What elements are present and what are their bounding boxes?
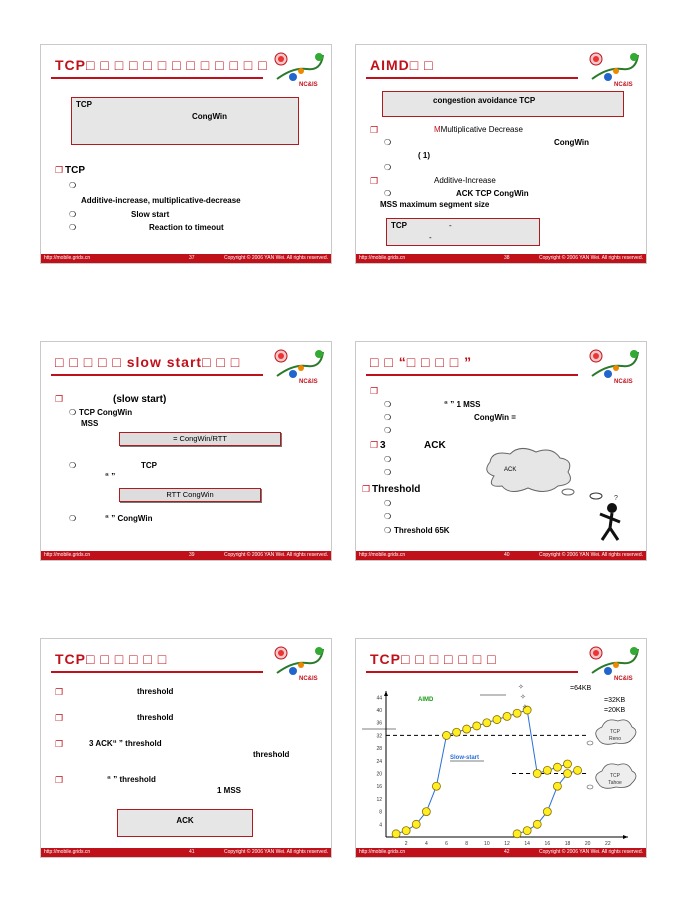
x-tick-label: 8 [465, 841, 469, 847]
rtt-box: RTT CongWin [119, 488, 261, 502]
data-point [543, 766, 551, 774]
cloud-label: TCP [610, 729, 620, 735]
y-tick-label: 8 [379, 809, 382, 816]
cw-line: CongWin = [474, 413, 516, 422]
ack-box-label: ACK [176, 816, 194, 825]
data-point [473, 722, 481, 730]
title-rule [51, 374, 263, 376]
y-tick-label: 36 [376, 720, 382, 727]
circle-bullet: ❍ [69, 210, 77, 219]
data-point [432, 782, 440, 790]
circle-bullet: ❍ [69, 408, 77, 417]
aimd-label: AIMD [418, 697, 434, 703]
ncis-logo-icon [273, 49, 325, 89]
bullet-square: ❐ [55, 775, 64, 785]
footer-copyright: Copyright © 2006 YAN Wei. All rights reserved. [538, 849, 643, 855]
data-point [523, 827, 531, 835]
footer-copyright: Copyright © 2006 YAN Wei. All rights reserved. [538, 255, 643, 261]
slide-footer [41, 254, 331, 263]
mss: MSS [81, 419, 99, 428]
slow-start: Slow start [131, 210, 170, 219]
x-tick-label: 18 [564, 841, 571, 847]
bullet-square: ❐ [370, 176, 379, 186]
data-point [553, 782, 561, 790]
l4b: 1 MSS [217, 786, 242, 795]
cloud-ack: ACK [504, 467, 517, 473]
ncis-logo-icon [588, 346, 640, 386]
footer-url: http://mobile.grids.cn [359, 255, 406, 261]
svg-text:NC&IS: NC&IS [614, 676, 633, 682]
svg-text:NC&IS: NC&IS [299, 82, 318, 88]
x-tick-label: 10 [484, 841, 490, 847]
title-rule [366, 374, 578, 376]
x-tick-label: 12 [504, 841, 510, 847]
data-point [412, 820, 420, 828]
cloud-icon [480, 446, 580, 498]
slide-title: TCP□ □ □ □ □ □ □ □ □ □ □ □ □ [55, 57, 268, 73]
footer-url: http://mobile.grids.cn [44, 849, 91, 855]
l3a: 3 ACK“ ” threshold [89, 739, 162, 748]
svg-text:?: ? [614, 495, 618, 502]
circle-bullet: ❍ [69, 223, 77, 232]
data-point [513, 709, 521, 717]
ncis-logo-icon [273, 346, 325, 386]
cloud-bubble [587, 741, 593, 745]
circle-bullet: ❍ [384, 526, 392, 535]
title-rule [51, 671, 263, 673]
title-rule [366, 77, 578, 79]
slide-number: 37 [189, 255, 195, 261]
data-point [453, 728, 461, 736]
circle-bullet: ❍ [384, 512, 392, 521]
ncis-logo-icon [588, 49, 640, 89]
y-tick-label: 16 [376, 784, 382, 791]
x-tick-label: 16 [544, 841, 551, 847]
x-tick-label: 22 [605, 841, 611, 847]
footer-url: http://mobile.grids.cn [44, 255, 91, 261]
y-tick-label: 12 [376, 796, 382, 803]
reaction: Reaction to timeout [149, 223, 224, 232]
bullet-square: ❐ [55, 394, 64, 404]
threshold: Threshold [372, 484, 421, 495]
data-point [422, 808, 430, 816]
slide-title: TCP□ □ □ □ □ □ [55, 651, 168, 667]
series-line [517, 770, 578, 833]
slide-number: 41 [189, 849, 195, 855]
aimd-line: Additive-increase, multiplicative-decrease [81, 196, 241, 205]
x-axis-arrow [623, 835, 628, 839]
bullet-tcp: TCP [65, 165, 85, 176]
footer-url: http://mobile.grids.cn [359, 849, 406, 855]
congwin: CongWin [554, 138, 590, 147]
slide-title: TCP□ □ □ □ □ □ □ [370, 651, 497, 667]
data-point [503, 712, 511, 720]
circle-bullet: ❍ [384, 455, 392, 464]
slide-title: □ □ □ □ □ slow start□ □ □ [55, 354, 241, 370]
tcp2: TCP [141, 461, 157, 470]
data-point [553, 763, 561, 771]
y-tick-label: 24 [376, 758, 382, 765]
slide-footer [356, 848, 646, 857]
circle-bullet: ❍ [384, 400, 392, 409]
sparkle-icon: ✧ [520, 693, 526, 701]
ncis-logo-icon [588, 643, 640, 683]
x-tick-label: 4 [424, 841, 428, 847]
intro-box [382, 91, 624, 117]
data-point [564, 760, 572, 768]
slide-footer [41, 848, 331, 857]
intro-box [71, 97, 299, 145]
bullet-square: ❐ [370, 386, 379, 396]
svg-text:NC&IS: NC&IS [299, 379, 318, 385]
bullet-square: ❐ [55, 687, 64, 697]
mss-line: MSS maximum segment size [380, 200, 490, 209]
box2-tcp: TCP [391, 221, 407, 230]
cloud-label: TCP [610, 773, 620, 779]
data-point [493, 716, 501, 724]
y-tick-label: 4 [379, 822, 382, 829]
data-point [402, 827, 410, 835]
cloud-bubble [587, 785, 593, 789]
cloud-label: Reno [609, 736, 621, 742]
bullet-square: ❐ [362, 484, 371, 494]
th-line: Threshold 65K [394, 526, 450, 535]
y-tick-label: 20 [376, 771, 382, 778]
slow-start-label: Slow-start [450, 755, 480, 761]
slide-42 [355, 638, 647, 858]
x-tick-label: 2 [404, 841, 408, 847]
ai-line: Additive-Increase [434, 176, 496, 185]
slide-37 [40, 44, 332, 264]
slide-title: AIMD□ □ [370, 57, 434, 73]
thinking-figure-icon [588, 490, 628, 544]
q-line: “ ” 1 MSS [444, 400, 481, 409]
footer-copyright: Copyright © 2006 YAN Wei. All rights reserved. [223, 552, 328, 558]
cloud-label: Tahoe [608, 780, 622, 786]
bullet-square: ❐ [370, 125, 379, 135]
y-tick-label: 44 [376, 695, 382, 702]
box2-dash2: - [429, 233, 432, 242]
quote1: “ ” [105, 472, 116, 481]
sparkle-icon: ✧ [518, 683, 524, 691]
kb64: =64KB [570, 685, 592, 692]
ack-line: ACK TCP CongWin [456, 189, 529, 198]
data-point [543, 808, 551, 816]
circle-bullet: ❍ [384, 138, 392, 147]
quote2: “ ” CongWin [105, 514, 153, 523]
circle-bullet: ❍ [384, 426, 392, 435]
bullet-square: ❐ [55, 739, 64, 749]
data-point [564, 770, 572, 778]
slide-footer [41, 551, 331, 560]
svg-text:NC&IS: NC&IS [614, 82, 633, 88]
kb32: =32KB [604, 697, 626, 704]
slide-number: 39 [189, 552, 195, 558]
title-rule [51, 77, 263, 79]
circle-bullet: ❍ [384, 163, 392, 172]
box-tcp: TCP [76, 100, 92, 109]
y-tick-label: 28 [376, 746, 382, 753]
bullet-square: ❐ [370, 440, 379, 450]
data-point [513, 830, 521, 838]
y-tick-label: 40 [376, 708, 382, 715]
bottom-box [386, 218, 540, 246]
footer-copyright: Copyright © 2006 YAN Wei. All rights reserved. [223, 849, 328, 855]
footer-url: http://mobile.grids.cn [44, 552, 91, 558]
sparkle-icon: ✧ [522, 703, 528, 711]
rate-box: = CongWin/RTT [119, 432, 281, 446]
svg-text:NC&IS: NC&IS [614, 379, 633, 385]
y-axis-arrow [384, 691, 388, 696]
slide-footer [356, 551, 646, 560]
th2: threshold [137, 713, 174, 722]
ack-box [117, 809, 253, 837]
circle-bullet: ❍ [69, 181, 77, 190]
ack: ACK [424, 440, 446, 451]
footer-copyright: Copyright © 2006 YAN Wei. All rights reserved. [538, 552, 643, 558]
circle-bullet: ❍ [384, 468, 392, 477]
x-tick-label: 20 [584, 841, 591, 847]
data-point [533, 820, 541, 828]
footer-url: http://mobile.grids.cn [359, 552, 406, 558]
data-point [392, 830, 400, 838]
slide-38 [355, 44, 647, 264]
circle-bullet: ❍ [69, 514, 77, 523]
slide-number: 38 [504, 255, 510, 261]
l4a: “ ” threshold [107, 775, 156, 784]
cwnd-chart [356, 679, 646, 849]
x-tick-label: 14 [524, 841, 530, 847]
svg-text:NC&IS: NC&IS [299, 676, 318, 682]
data-point [463, 725, 471, 733]
title-rule [366, 671, 578, 673]
slide-39 [40, 341, 332, 561]
box-congwin: CongWin [192, 112, 228, 121]
x-tick-label: 6 [445, 841, 448, 847]
box2-dash: - [449, 221, 452, 230]
bullet-square: ❐ [55, 165, 64, 175]
ncis-logo-icon [273, 643, 325, 683]
kb20: =20KB [604, 707, 626, 714]
paren: ( 1) [418, 151, 430, 160]
th1: threshold [137, 687, 174, 696]
slide-number: 40 [504, 552, 510, 558]
data-point [574, 766, 582, 774]
series-line [396, 710, 567, 834]
md-line: MMultiplicative Decrease [434, 125, 523, 134]
tcp-line: TCP CongWin [79, 408, 133, 417]
slide-footer [356, 254, 646, 263]
slide-title: □ □ “□ □ □ □ ” [370, 354, 473, 370]
slide-40 [355, 341, 647, 561]
box-text: congestion avoidance TCP [433, 96, 536, 105]
circle-bullet: ❍ [69, 461, 77, 470]
y-tick-label: 32 [376, 733, 382, 740]
data-point [533, 770, 541, 778]
circle-bullet: ❍ [384, 189, 392, 198]
data-point [443, 731, 451, 739]
data-point [483, 719, 491, 727]
circle-bullet: ❍ [384, 499, 392, 508]
slide-41 [40, 638, 332, 858]
circle-bullet: ❍ [384, 413, 392, 422]
slide-number: 42 [504, 849, 510, 855]
slow-label: (slow start) [113, 394, 167, 405]
l3b: threshold [253, 750, 290, 759]
footer-copyright: Copyright © 2006 YAN Wei. All rights reserved. [223, 255, 328, 261]
bullet-square: ❐ [55, 713, 64, 723]
three: 3 [380, 440, 386, 451]
